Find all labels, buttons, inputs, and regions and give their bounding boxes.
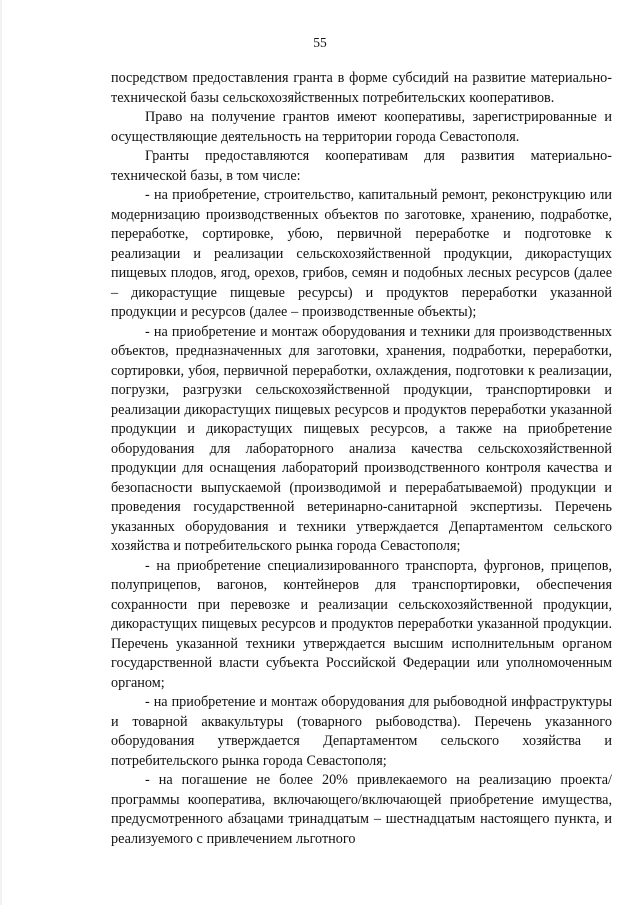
paragraph-grant-purposes-intro: Гранты предоставляются кооперативам для развития материально-технической базы, в том числе: [111, 148, 612, 184]
paragraph-continuation: посредством предоставления гранта в форме субсидий на развитие материально-технической базы сельскохозяйственных потребительских кооперативов. [111, 70, 612, 106]
list-item-aquaculture: - на приобретение и монтаж оборудования для рыбоводной инфраструктуры и товарной аквакультуры (товарного рыбоводства). Перечень указанного оборудования утверждается Департаментом сельского хозяйства и потребительского рынка города Севастополя; [111, 694, 612, 769]
list-item-equipment: - на приобретение и монтаж оборудования и техники для производственных объектов, предназначенных для заготовки, хранения, подработки, переработки, сортировки, убоя, первичной переработки, охлаждения, подготовки к реализации, погрузки, разгрузки сельскохозяйственной продукции, транспортировки и реализации дикорастущих пищевых ресурсов и продуктов переработки указанной продукции и дикорастущих пищевых ресурсов, а также на приобретение оборудования для лабораторного анализа качества сельскохозяйственной продукции для оснащения лабораторий производственного контроля качества и безопасности выпускаемой (производимой и перерабатываемой) продукции и проведения государственной ветеринарно-санитарной экспертизы. Перечень указанных оборудования и техники утверждается Департаментом сельского хозяйства и потребительского рынка города Севастополя; [111, 323, 612, 554]
list-item-loan-repayment: - на погашение не более 20% привлекаемого на реализацию проекта/программы кооператива, включающего/включающей приобретение имущества, предусмотренного абзацами тринадцатым – шестнадцатым настоящего пункта, и реализуемого с привлечением льготного [111, 772, 612, 847]
list-item-transport: - на приобретение специализированного транспорта, фургонов, прицепов, полуприцепов, вагонов, контейнеров для транспортировки, обеспечения сохранности при перевозке и реализации сельскохозяйственной продукции, дикорастущих пищевых ресурсов и продуктов переработки указанной продукции. Перечень указанной техники утверждается высшим исполнительным органом государственной власти субъекта Российской Федерации или уполномоченным органом; [111, 557, 612, 691]
paragraph-grant-eligibility: Право на получение грантов имеют кооперативы, зарегистрированные и осуществляющие деятельность на территории города Севастополя. [111, 109, 612, 145]
body-text [111, 69, 612, 849]
list-item-construction: - на приобретение, строительство, капитальный ремонт, реконструкцию или модернизацию производственных объектов по заготовке, хранению, подработке, переработке, сортировке, убою, первичной переработке и подготовке к реализации и реализации сельскохозяйственной продукции, дикорастущих пищевых плодов, ягод, орехов, грибов, семян и подобных лесных ресурсов (далее – дикорастущие пищевые ресурсы) и продуктов переработки указанной продукции и ресурсов (далее – производственные объекты); [111, 187, 612, 320]
page-number: 55 [313, 35, 327, 50]
scan-edge [0, 0, 2, 905]
